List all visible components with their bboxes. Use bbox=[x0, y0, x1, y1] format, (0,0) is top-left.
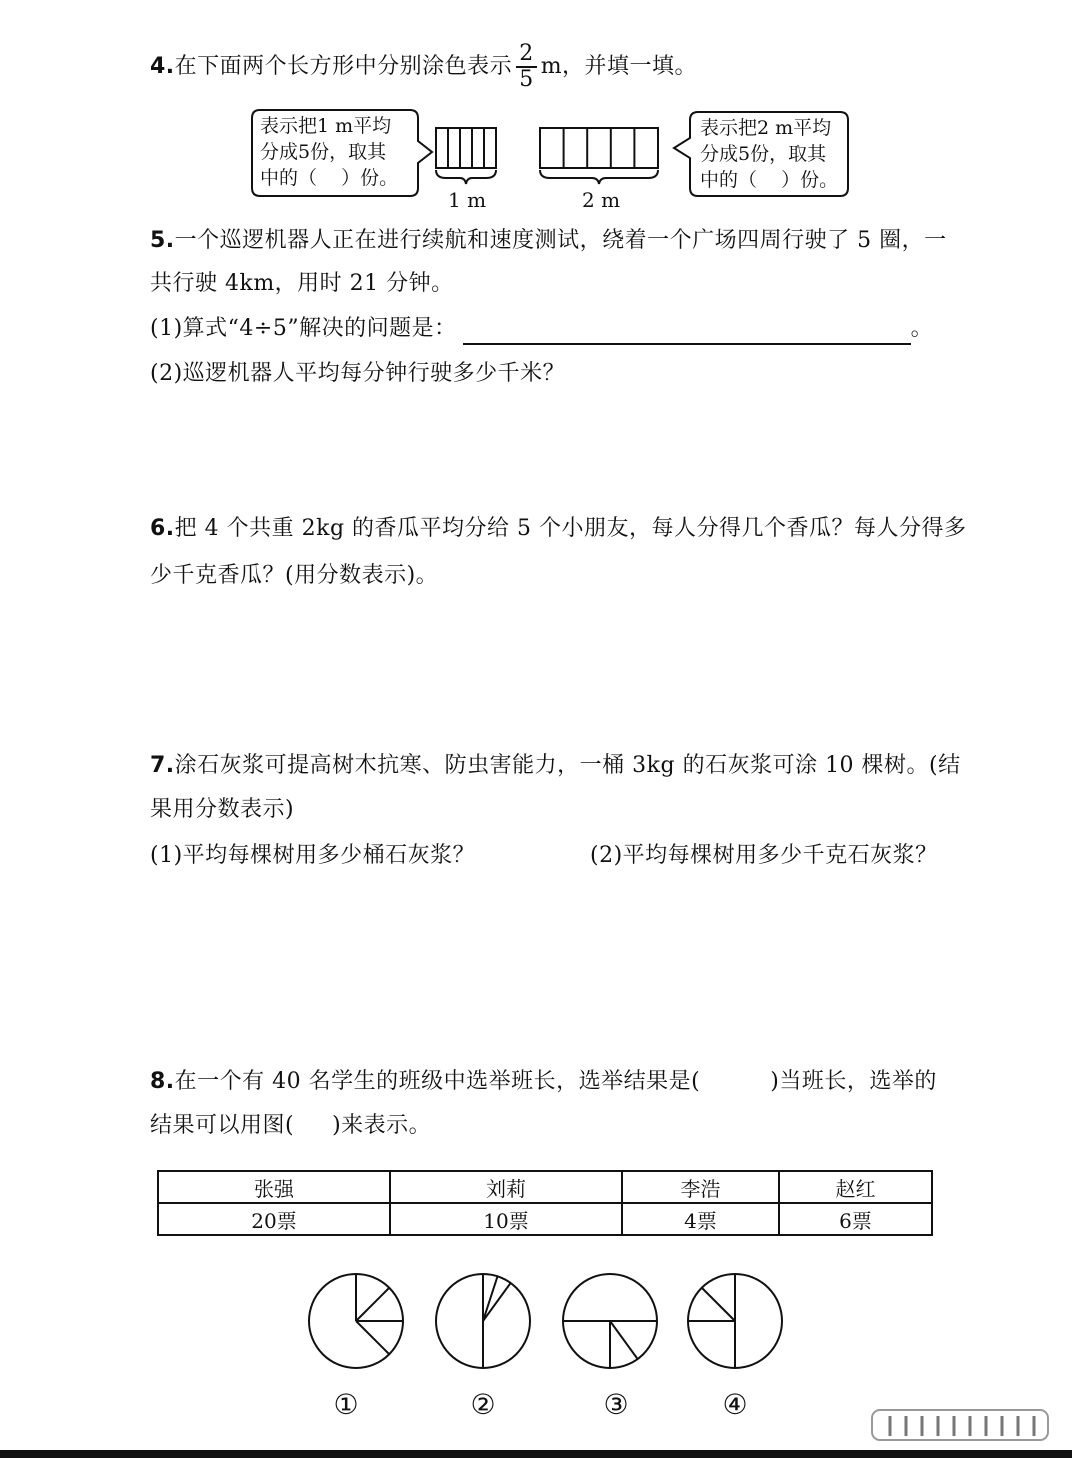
q8-names-row bbox=[158, 1171, 932, 1203]
q4-rect-2m-outline bbox=[540, 128, 658, 168]
q8-line2b: )来表示。 bbox=[332, 1113, 432, 1138]
q8-vote-table bbox=[157, 1170, 933, 1236]
q5-sub1-text: (1)算式“4÷5”解决的问题是： bbox=[150, 316, 457, 341]
q5-line1-text: 一个巡逻机器人正在进行续航和速度测试，绕着一个广场四周行驶了 5 圈，一 bbox=[174, 228, 947, 253]
q5-number: 5. bbox=[150, 228, 175, 253]
q4-fraction-denominator: 5 bbox=[519, 67, 534, 92]
q5-line1 bbox=[150, 225, 947, 257]
q7-sub1: (1)平均每棵树用多少桶石灰浆？ bbox=[150, 843, 476, 868]
q4-brace-2m bbox=[540, 170, 658, 184]
page-bottom-edge bbox=[0, 1450, 1072, 1458]
q7-sub2: (2)平均每棵树用多少千克石灰浆？ bbox=[590, 843, 938, 868]
q8-line1 bbox=[150, 1066, 937, 1098]
q8-votes-row bbox=[158, 1203, 932, 1235]
q5-sub1 bbox=[150, 313, 933, 345]
pie-1-ray bbox=[356, 1288, 389, 1321]
q8-pie-charts bbox=[300, 1268, 800, 1378]
q8-name-cell: 赵红 bbox=[779, 1171, 932, 1203]
q5-answer-line[interactable] bbox=[463, 319, 911, 345]
q4-label-2m: 2 m bbox=[582, 188, 621, 212]
q4-rect-1m bbox=[436, 128, 496, 168]
q8-name-cell: 李浩 bbox=[622, 1171, 779, 1203]
q8-line2 bbox=[150, 1110, 431, 1142]
pie-4-ray bbox=[702, 1288, 735, 1321]
q4-text-after: m，并填一填。 bbox=[540, 54, 698, 79]
q4-prompt bbox=[150, 42, 697, 98]
q4-rect-1m-outline bbox=[436, 128, 496, 168]
q8-vote-cell: 20票 bbox=[158, 1203, 390, 1235]
q8-circle-label-1: ① bbox=[333, 1388, 359, 1421]
q6-line1 bbox=[150, 513, 967, 545]
q8-circle-label-3: ③ bbox=[603, 1388, 629, 1421]
q4-number: 4. bbox=[150, 54, 175, 79]
q8-vote-cell: 4票 bbox=[622, 1203, 779, 1235]
q6-line2: 少千克香瓜？(用分数表示)。 bbox=[150, 563, 439, 588]
corner-decoration bbox=[870, 1408, 1050, 1444]
q8-vote-cell: 10票 bbox=[390, 1203, 622, 1235]
q8-vote-cell: 6票 bbox=[779, 1203, 932, 1235]
pie-2-ray bbox=[483, 1276, 498, 1321]
q8-line2a: 结果可以用图( bbox=[150, 1113, 295, 1138]
q6-line1-text: 把 4 个共重 2kg 的香瓜平均分给 5 个小朋友，每人分得几个香瓜？每人分得多 bbox=[174, 516, 967, 541]
q8-line1b: )当班长，选举的 bbox=[770, 1069, 937, 1094]
q8-name-cell: 刘莉 bbox=[390, 1171, 622, 1203]
pie-1-ray bbox=[356, 1321, 389, 1354]
q4-text-before: 在下面两个长方形中分别涂色表示 bbox=[174, 54, 513, 79]
q4-fraction bbox=[516, 42, 537, 92]
q7-line2: 果用分数表示) bbox=[150, 797, 295, 822]
q5-sub1-end: 。 bbox=[910, 316, 934, 341]
q4-rect-2m bbox=[540, 128, 658, 168]
q8-circle-label-2: ② bbox=[470, 1388, 496, 1421]
q8-line1a: 在一个有 40 名学生的班级中选举班长，选举结果是( bbox=[174, 1069, 701, 1094]
q6-number: 6. bbox=[150, 516, 175, 541]
q5-line2: 共行驶 4km，用时 21 分钟。 bbox=[150, 271, 454, 296]
pie-2-ray bbox=[483, 1283, 511, 1321]
q8-circle-label-4: ④ bbox=[722, 1388, 748, 1421]
q8-number: 8. bbox=[150, 1069, 175, 1094]
q4-label-1m: 1 m bbox=[448, 188, 487, 212]
q7-line1 bbox=[150, 750, 961, 782]
q7-line1-text: 涂石灰浆可提高树木抗寒、防虫害能力，一桶 3kg 的石灰浆可涂 10 棵树。(结 bbox=[174, 753, 961, 778]
q5-sub2: (2)巡逻机器人平均每分钟行驶多少千米？ bbox=[150, 361, 566, 386]
q8-name-cell: 张强 bbox=[158, 1171, 390, 1203]
q4-brace-1m bbox=[436, 170, 496, 184]
q7-number: 7. bbox=[150, 753, 175, 778]
pie-3-ray bbox=[610, 1321, 638, 1359]
q4-fraction-numerator: 2 bbox=[516, 42, 537, 68]
q4-bubble-right-text: 表示把2 m平均 分成5份，取其 中的（ ）份。 bbox=[700, 117, 839, 191]
q4-bubble-left-text: 表示把1 m平均 分成5份，取其 中的（ ）份。 bbox=[260, 115, 399, 189]
